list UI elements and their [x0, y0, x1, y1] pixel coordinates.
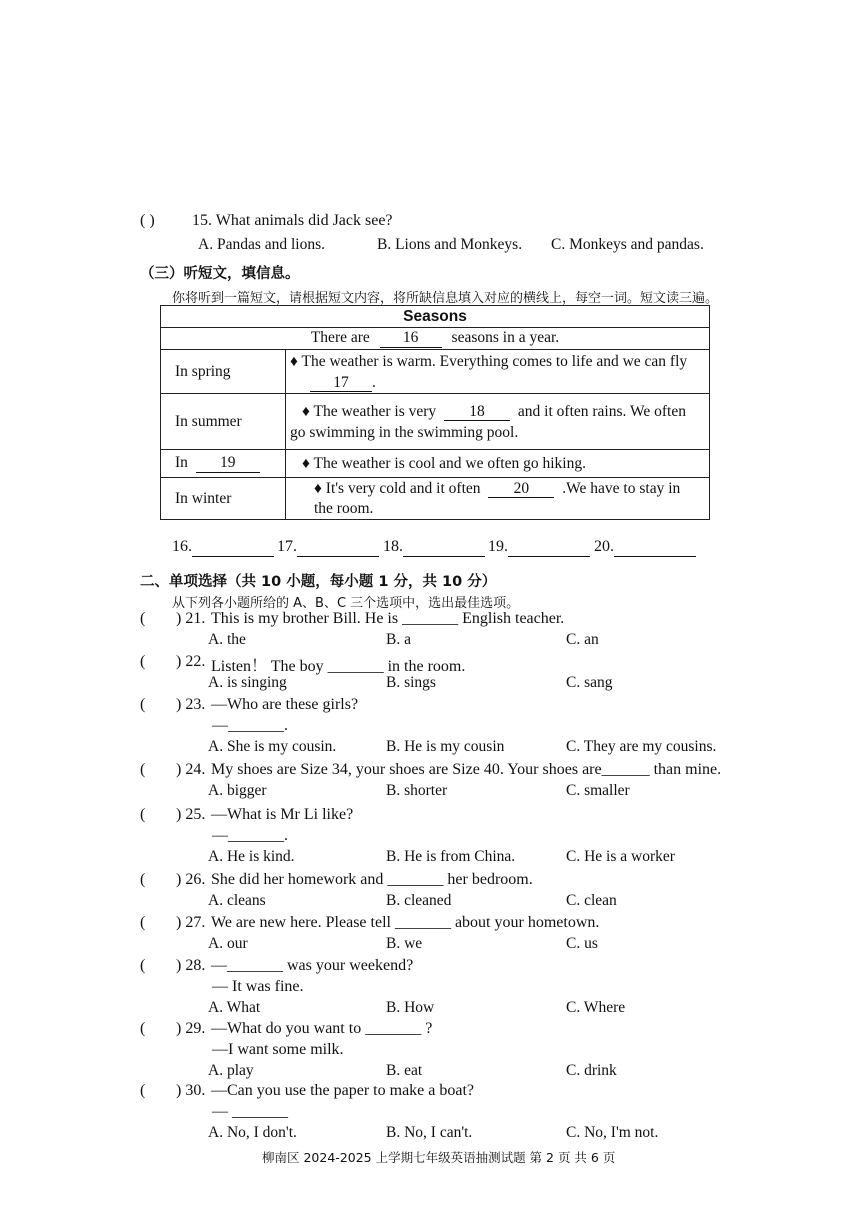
- option-c: C. clean: [566, 892, 617, 909]
- season-description: [286, 450, 710, 478]
- option-b: B. sings: [386, 674, 436, 691]
- option-c: C. smaller: [566, 782, 630, 799]
- section-title: （三）听短文，填信息。: [140, 266, 300, 282]
- option-a: A. our: [208, 935, 248, 952]
- question-stem: —What do you want to _______ ?: [211, 1020, 433, 1037]
- option-a: A. What: [208, 999, 261, 1016]
- question-stem: —Who are these girls?: [211, 696, 359, 713]
- question-number: ) 25.: [176, 806, 206, 823]
- question-stem: —Can you use the paper to make a boat?: [211, 1082, 475, 1099]
- description-text: and it often rains. We often go swimming in the swimming pool.: [290, 402, 686, 441]
- season-label: In summer: [161, 394, 286, 450]
- question-number: ) 22.: [176, 653, 206, 670]
- question-stem: —_______ was your weekend?: [211, 957, 414, 974]
- option-c: C. sang: [566, 674, 613, 691]
- intro-text: seasons in a year.: [451, 329, 560, 347]
- season-label: [161, 450, 286, 478]
- answer-paren[interactable]: (: [140, 653, 146, 670]
- section-instruction: 从下列各小题所给的 A、B、C 三个选项中，选出最佳选项。: [172, 596, 520, 611]
- option-c: C. No, I'm not.: [566, 1124, 659, 1141]
- season-label: In winter: [161, 478, 286, 520]
- option-b: B. a: [386, 631, 411, 648]
- answer-blank-17[interactable]: 17.: [277, 538, 379, 557]
- intro-text: There are: [310, 329, 370, 347]
- question-number: ) 28.: [176, 957, 206, 974]
- answer-paren[interactable]: (: [140, 957, 146, 974]
- option-b: B. eat: [386, 1062, 423, 1079]
- description-text: ♦ The weather is warm. Everything comes to life and we can fly: [290, 352, 688, 370]
- question-stem: This is my brother Bill. He is _______ English teacher.: [211, 610, 565, 627]
- description-text: ♦ The weather is cool and we often go hiking.: [302, 454, 586, 472]
- question-reply: — It was fine.: [212, 978, 304, 995]
- question-reply: —_______.: [212, 717, 288, 734]
- answer-paren: ( ): [140, 212, 155, 229]
- answer-paren[interactable]: (: [140, 1082, 146, 1099]
- question-number: ) 21.: [176, 610, 206, 627]
- question-number: ) 26.: [176, 871, 206, 888]
- question-number: ) 27.: [176, 914, 206, 931]
- option-c: C. They are my cousins.: [566, 738, 717, 755]
- question-15-stem: 15. What animals did Jack see?: [192, 212, 393, 229]
- option-b: B. He is my cousin: [386, 738, 505, 755]
- answer-paren[interactable]: (: [140, 914, 146, 931]
- answer-blank-19[interactable]: 19.: [488, 538, 590, 557]
- option-c: C. drink: [566, 1062, 617, 1079]
- blank-16[interactable]: 16: [380, 329, 442, 347]
- question-number: ) 23.: [176, 696, 206, 713]
- option-c: C. He is a worker: [566, 848, 675, 865]
- answer-paren[interactable]: (: [140, 761, 146, 778]
- answer-blank-18[interactable]: 18.: [383, 538, 485, 557]
- option-a: A. She is my cousin.: [208, 738, 337, 755]
- blank-19[interactable]: 19: [196, 454, 260, 472]
- question-stem: We are new here. Please tell _______ about your hometown.: [211, 914, 600, 931]
- option-c: C. Where: [566, 999, 626, 1016]
- answer-paren[interactable]: (: [140, 696, 146, 713]
- seasons-table: [160, 305, 710, 520]
- question-number: ) 30.: [176, 1082, 206, 1099]
- option-b: B. shorter: [386, 782, 448, 799]
- option-b: B. Lions and Monkeys.: [377, 236, 523, 253]
- blank-17[interactable]: 17: [310, 374, 372, 392]
- option-b: B. How: [386, 999, 435, 1016]
- description-text: ♦ It's very cold and it often: [314, 479, 481, 497]
- option-b: B. we: [386, 935, 423, 952]
- option-a: A. Pandas and lions.: [198, 236, 326, 253]
- page-footer: 柳南区 2024-2025 上学期七年级英语抽测试题 第 2 页 共 6 页: [262, 1150, 616, 1165]
- option-a: A. the: [208, 631, 246, 648]
- option-a: A. bigger: [208, 782, 267, 799]
- question-reply: — _______: [212, 1103, 288, 1120]
- option-b: B. He is from China.: [386, 848, 516, 865]
- table-header: Seasons: [161, 306, 710, 328]
- question-stem: My shoes are Size 34, your shoes are Size 40. Your shoes are______ than mine.: [211, 761, 722, 778]
- question-reply: —I want some milk.: [212, 1041, 344, 1058]
- question-reply: —_______.: [212, 827, 288, 844]
- answer-paren[interactable]: (: [140, 806, 146, 823]
- option-b: B. cleaned: [386, 892, 452, 909]
- description-text: ♦ The weather is very: [302, 402, 437, 420]
- season-description: [286, 350, 710, 394]
- answer-blank-16[interactable]: 16.: [172, 538, 274, 557]
- season-description: [286, 394, 710, 450]
- answer-paren[interactable]: (: [140, 871, 146, 888]
- option-a: A. He is kind.: [208, 848, 295, 865]
- option-a: A. play: [208, 1062, 254, 1079]
- option-c: C. an: [566, 631, 599, 648]
- description-text: .We have to stay in the room.: [314, 479, 681, 517]
- table-intro-row: [161, 328, 710, 350]
- option-a: A. is singing: [208, 674, 287, 691]
- question-number: ) 24.: [176, 761, 206, 778]
- option-b: B. No, I can't.: [386, 1124, 473, 1141]
- option-c: C. us: [566, 935, 598, 952]
- season-description: [286, 478, 710, 520]
- section-instruction: 你将听到一篇短文，请根据短文内容，将所缺信息填入对应的横线上，每空一词。短文读三遍。: [172, 291, 719, 306]
- question-stem: She did her homework and _______ her bedroom.: [211, 871, 533, 888]
- section-title: 二、单项选择（共 10 小题，每小题 1 分，共 10 分）: [140, 574, 497, 590]
- answer-blank-20[interactable]: 20.: [594, 538, 696, 557]
- option-a: A. cleans: [208, 892, 266, 909]
- option-a: A. No, I don't.: [208, 1124, 297, 1141]
- answer-paren[interactable]: (: [140, 610, 146, 627]
- question-stem: Listen！ The boy _______ in the room.: [211, 658, 466, 675]
- blank-18[interactable]: 18: [444, 403, 510, 421]
- season-prefix: In: [175, 454, 188, 472]
- description-text: .: [372, 373, 376, 391]
- blank-20[interactable]: 20: [488, 480, 554, 498]
- question-stem: —What is Mr Li like?: [211, 806, 354, 823]
- option-c: C. Monkeys and pandas.: [551, 236, 704, 253]
- question-number: ) 29.: [176, 1020, 206, 1037]
- answer-paren[interactable]: (: [140, 1020, 146, 1037]
- season-label: In spring: [161, 350, 286, 394]
